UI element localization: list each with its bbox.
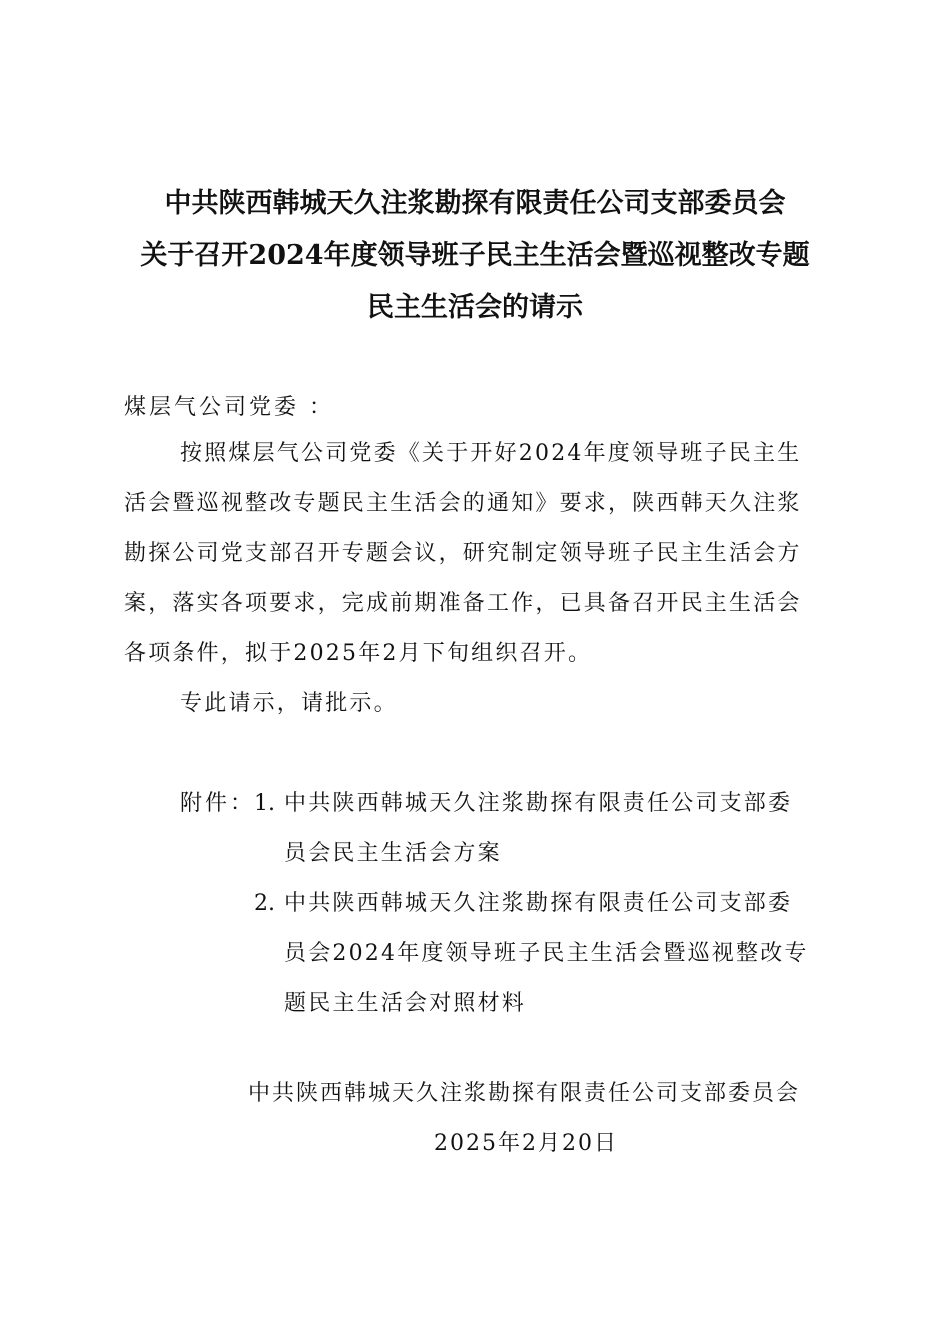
attachment-1-line-2: 员会民主生活会方案: [284, 841, 502, 866]
salutation: 煤层气公司党委 ：: [124, 395, 334, 420]
body-line-1: 按照煤层气公司党委《关于开好2024年度领导班子民主生: [180, 441, 802, 466]
body-line-5: 各项条件，拟于2025年2月下旬组织召开。: [124, 641, 593, 666]
body-line-2: 活会暨巡视整改专题民主生活会的通知》要求，陕西韩天久注浆: [124, 491, 802, 516]
attachment-2-line-2: 员会2024年度领导班子民主生活会暨巡视整改专: [284, 941, 809, 966]
document-title: [120, 178, 830, 334]
attachment-1-line-1: 中共陕西韩城天久注浆勘探有限责任公司支部委: [284, 791, 793, 816]
title-line-1: 中共陕西韩城天久注浆勘探有限责任公司支部委员会: [164, 188, 786, 219]
attachment-label: 附件：: [180, 791, 256, 816]
title-line-3: 民主生活会的请示: [367, 292, 583, 323]
body-line-4: 案，落实各项要求，完成前期准备工作，已具备召开民主生活会: [124, 591, 802, 616]
signature-date: 2025年2月20日: [434, 1131, 618, 1156]
title-line-2: 关于召开2024年度领导班子民主生活会暨巡视整改专题: [140, 240, 810, 271]
attachment-2-line-1: 中共陕西韩城天久注浆勘探有限责任公司支部委: [284, 891, 793, 916]
closing-line: 专此请示，请批示。: [180, 691, 398, 716]
attachment-2-line-3: 题民主生活会对照材料: [284, 991, 527, 1016]
body-line-3: 勘探公司党支部召开专题会议，研究制定领导班子民主生活会方: [124, 541, 802, 566]
attachment-1-number: 1.: [254, 791, 275, 816]
attachment-2-number: 2.: [254, 891, 275, 916]
signature-organization: 中共陕西韩城天久注浆勘探有限责任公司支部委员会: [248, 1081, 801, 1106]
